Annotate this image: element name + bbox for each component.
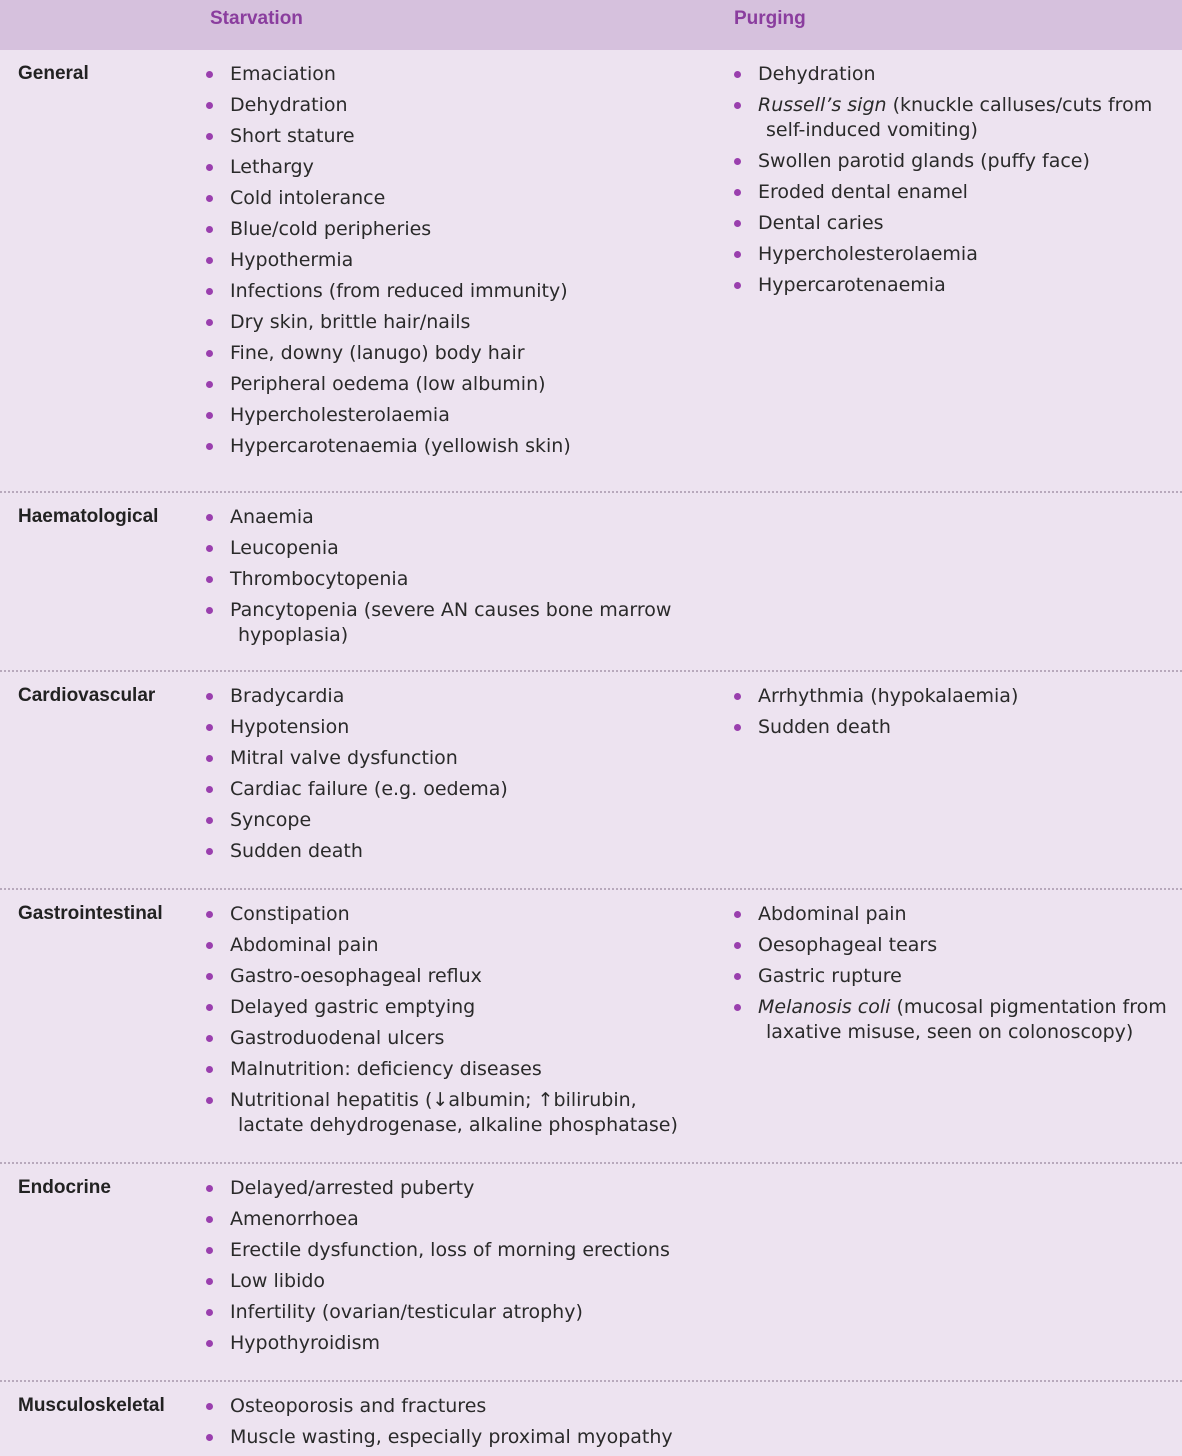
header-col-starvation: Starvation [210,8,303,29]
russells-sign-desc: (knuckle calluses/cuts from [886,94,1153,116]
list-item: Hypercholesterolaemia [734,242,1152,267]
list-item: Anaemia [206,505,671,530]
list-item: Delayed/arrested puberty [206,1176,670,1201]
list-item-russells-sign [734,93,1152,143]
list-item: Hypothyroidism [206,1331,670,1356]
endocrine-starvation-list [206,1176,670,1362]
list-item-pancytopenia [206,598,671,648]
list-item: Abdominal pain [206,933,678,958]
hepatitis-text-c: bilirubin, [553,1089,637,1111]
list-item: Delayed gastric emptying [206,995,678,1020]
list-item: Swollen parotid glands (puffy face) [734,149,1152,174]
list-item: Infertility (ovarian/testicular atrophy) [206,1300,670,1325]
system-label-endocrine: Endocrine [18,1177,111,1198]
list-item: Bradycardia [206,684,508,709]
list-item: Abdominal pain [734,902,1167,927]
header-col-purging: Purging [734,8,806,29]
list-item: Osteoporosis and fractures [206,1394,673,1419]
list-item: Peripheral oedema (low albumin) [206,372,571,397]
up-arrow-icon: ↑ [537,1089,554,1111]
system-label-cardiovascular: Cardiovascular [18,685,156,706]
list-item: Leucopenia [206,536,671,561]
list-item: Dehydration [206,93,571,118]
list-item: Cold intolerance [206,186,571,211]
list-item: Muscle wasting, especially proximal myopathy [206,1425,673,1450]
general-purging-list [734,62,1152,304]
hepatitis-text-b: albumin; [448,1089,538,1111]
cardiovascular-starvation-list [206,684,508,870]
row-divider [0,888,1182,890]
list-item: Short stature [206,124,571,149]
system-label-musculoskeletal: Musculoskeletal [18,1395,165,1416]
list-item: Infections (from reduced immunity) [206,279,571,304]
list-item: Lethargy [206,155,571,180]
list-item: Malnutrition: deficiency diseases [206,1057,678,1082]
system-label-general: General [18,63,89,84]
list-item: Dry skin, brittle hair/nails [206,310,571,335]
row-divider [0,1380,1182,1382]
list-item: Sudden death [734,715,1018,740]
list-item: Hypercarotenaemia [734,273,1152,298]
list-item: Mitral valve dysfunction [206,746,508,771]
general-starvation-list [206,62,571,465]
cardiovascular-purging-list [734,684,1018,746]
row-divider [0,1162,1182,1164]
down-arrow-icon: ↓ [432,1089,449,1111]
list-item: Eroded dental enamel [734,180,1152,205]
list-item: Dental caries [734,211,1152,236]
pancytopenia-text: Pancytopenia (severe AN causes bone marrow [230,599,672,621]
melanosis-coli-term: Melanosis coli [758,996,891,1018]
list-item: Amenorrhoea [206,1207,670,1232]
musculoskeletal-starvation-list [206,1394,673,1456]
list-item: Arrhythmia (hypokalaemia) [734,684,1018,709]
list-item: Sudden death [206,839,508,864]
list-item: Gastric rupture [734,964,1167,989]
list-item: Gastro-oesophageal reflux [206,964,678,989]
pancytopenia-cont: hypoplasia) [238,624,349,646]
list-item: Erectile dysfunction, loss of morning erections [206,1238,670,1263]
system-label-gastrointestinal: Gastrointestinal [18,903,163,924]
list-item: Low libido [206,1269,670,1294]
list-item: Dehydration [734,62,1152,87]
row-divider [0,491,1182,493]
list-item: Blue/cold peripheries [206,217,571,242]
russells-sign-cont: self-induced vomiting) [766,119,978,141]
gastrointestinal-starvation-list [206,902,678,1144]
haematological-starvation-list [206,505,671,654]
list-item: Constipation [206,902,678,927]
list-item: Cardiac failure (e.g. oedema) [206,777,508,802]
list-item: Oesophageal tears [734,933,1167,958]
list-item: Fine, downy (lanugo) body hair [206,341,571,366]
list-item: Emaciation [206,62,571,87]
list-item: Hypothermia [206,248,571,273]
hepatitis-text-a: Nutritional hepatitis ( [230,1089,433,1111]
list-item-melanosis-coli [734,995,1167,1045]
list-item: Hypercarotenaemia (yellowish skin) [206,434,571,459]
list-item: Syncope [206,808,508,833]
list-item: Hypotension [206,715,508,740]
table-header [0,0,1182,50]
system-label-haematological: Haematological [18,506,159,527]
list-item: Gastroduodenal ulcers [206,1026,678,1051]
melanosis-coli-desc: (mucosal pigmentation from [890,996,1167,1018]
melanosis-coli-cont: laxative misuse, seen on colonoscopy) [766,1021,1134,1043]
list-item-nutritional-hepatitis [206,1088,678,1138]
hepatitis-cont: lactate dehydrogenase, alkaline phosphatase) [238,1114,678,1136]
list-item: Hypercholesterolaemia [206,403,571,428]
gastrointestinal-purging-list [734,902,1167,1051]
list-item: Thrombocytopenia [206,567,671,592]
russells-sign-term: Russell’s sign [758,94,887,116]
row-divider [0,670,1182,672]
